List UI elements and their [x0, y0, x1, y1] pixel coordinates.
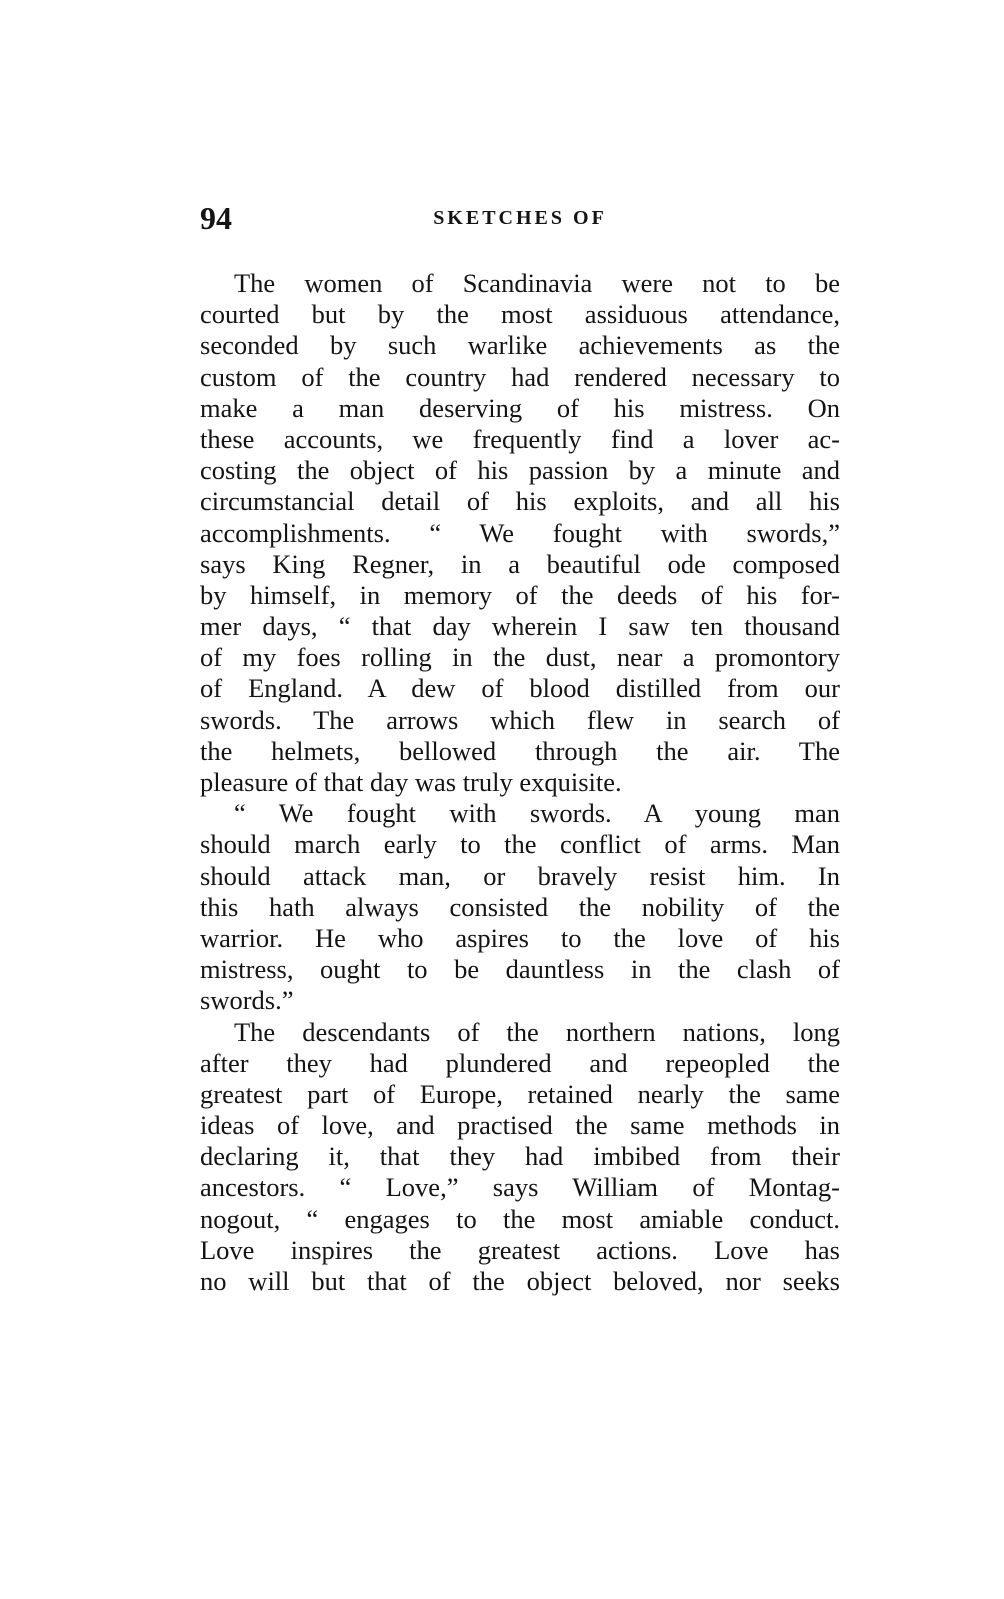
text-line: warrior. He who aspires to the love of his — [200, 922, 840, 953]
text-line: the helmets, bellowed through the air. The — [200, 735, 840, 766]
text-line: “ We fought with swords. A young man — [234, 798, 840, 829]
text-line: swords. The arrows which flew in search of — [200, 704, 840, 735]
page-number: 94 — [200, 200, 232, 236]
text-line: swords.” — [200, 985, 294, 1016]
text-line: nogout, “ engages to the most amiable conduct. — [200, 1203, 840, 1234]
text-line: costing the object of his passion by a minute and — [200, 455, 840, 486]
text-line: mistress, ought to be dauntless in the clash of — [200, 954, 840, 985]
text-line: make a man deserving of his mistress. On — [200, 392, 840, 423]
running-head — [200, 198, 840, 238]
text-line: no will but that of the object beloved, nor seeks — [200, 1266, 840, 1296]
text-line: accomplishments. “ We fought with swords,” — [200, 517, 840, 548]
text-line: ancestors. “ Love,” says William of Montag- — [200, 1172, 840, 1203]
text-line: after they had plundered and repeopled the — [200, 1047, 840, 1078]
text-line: custom of the country had rendered necessary to — [200, 361, 840, 392]
text-line: ideas of love, and practised the same methods in — [200, 1110, 840, 1141]
running-title: SKETCHES OF — [433, 207, 607, 229]
text-line: mer days, “ that day wherein I saw ten thousand — [200, 611, 840, 642]
text-line: courted but by the most assiduous attendance, — [200, 299, 840, 330]
text-line: says King Regner, in a beautiful ode composed — [200, 548, 840, 579]
text-line: seconded by such warlike achievements as the — [200, 330, 840, 361]
text-line: circumstancial detail of his exploits, and all his — [200, 486, 840, 517]
text-line: should attack man, or bravely resist him. In — [200, 860, 840, 891]
text-line: The descendants of the northern nations, long — [234, 1016, 840, 1047]
text-line: by himself, in memory of the deeds of his for- — [200, 579, 840, 610]
text-line: of England. A dew of blood distilled from our — [200, 673, 840, 704]
body-text — [200, 268, 840, 1297]
text-line: this hath always consisted the nobility of the — [200, 891, 840, 922]
text-line: The women of Scandinavia were not to be — [234, 268, 840, 298]
text-line: pleasure of that day was truly exquisite. — [200, 767, 622, 797]
text-line: greatest part of Europe, retained nearly the same — [200, 1078, 840, 1109]
text-line: Love inspires the greatest actions. Love has — [200, 1234, 840, 1265]
text-line: declaring it, that they had imbibed from their — [200, 1141, 840, 1172]
text-line: should march early to the conflict of arms. Man — [200, 829, 840, 860]
text-line: these accounts, we frequently find a lover ac- — [200, 423, 840, 454]
text-line: of my foes rolling in the dust, near a promontory — [200, 642, 840, 673]
